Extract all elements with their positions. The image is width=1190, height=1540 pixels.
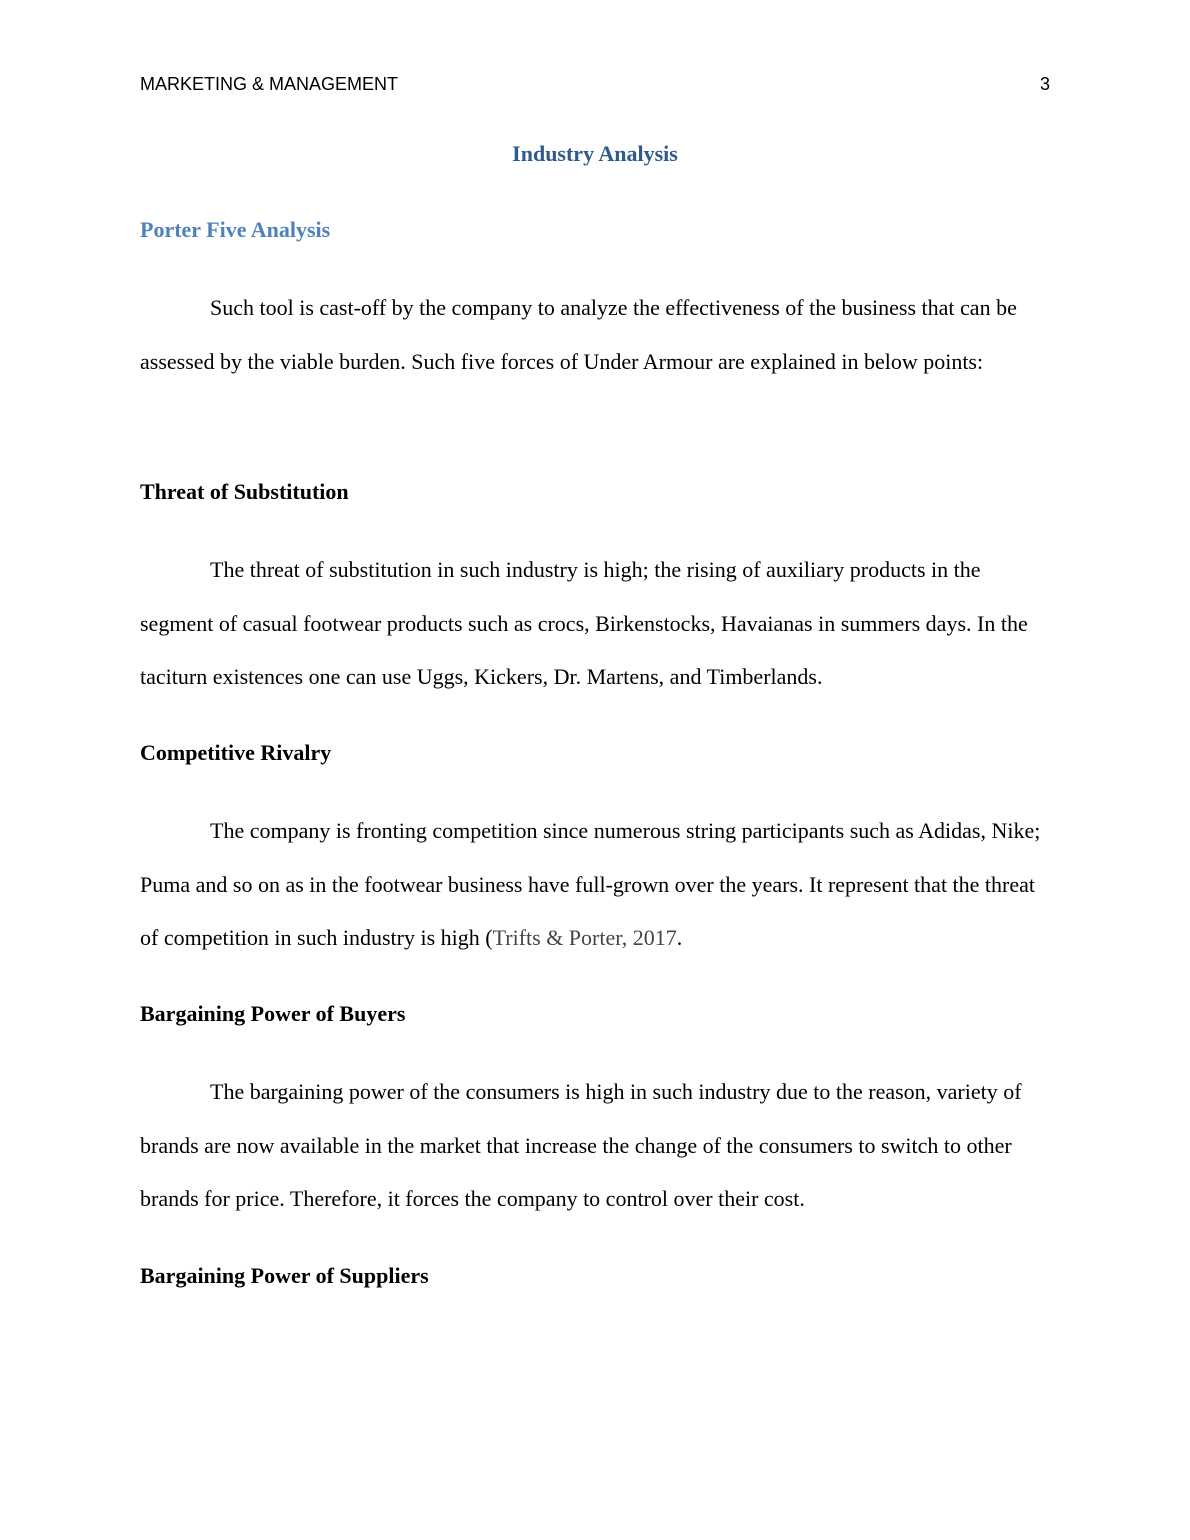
rivalry-text: The company is fronting competition since numerous string participants such as Adidas, Nike; Puma and so on as in the footwear business have full-grown over the years. It represent that the threat of competition in such industry is high ( bbox=[140, 818, 1041, 951]
rivalry-text-end: . bbox=[676, 925, 683, 951]
running-head: MARKETING & MANAGEMENT bbox=[140, 74, 399, 94]
page-header bbox=[140, 72, 1050, 96]
heading-bargaining-power-suppliers: Bargaining Power of Suppliers bbox=[140, 1263, 429, 1288]
paragraph-competitive-rivalry bbox=[140, 804, 1050, 965]
intro-paragraph: Such tool is cast-off by the company to analyze the effectiveness of the business that can be assessed by the viable burden. Such five forces of Under Armour are explained in below points: bbox=[140, 295, 1017, 374]
heading-bargaining-power-buyers: Bargaining Power of Buyers bbox=[140, 1001, 406, 1026]
paragraph-bargaining-power-buyers: The bargaining power of the consumers is high in such industry due to the reason, variety of brands are now available in the market that increase the change of the consumers to switch to other brands for price. Therefore, it forces the company to control over their cost. bbox=[140, 1079, 1022, 1212]
heading-threat-of-substitution: Threat of Substitution bbox=[140, 479, 349, 504]
page-number: 3 bbox=[1039, 74, 1050, 94]
section-subtitle: Porter Five Analysis bbox=[140, 217, 331, 242]
paragraph-threat-of-substitution: The threat of substitution in such industry is high; the rising of auxiliary products in the segment of casual footwear products such as crocs, Birkenstocks, Havaianas in summers days. In the taciturn existences one can use Uggs, Kickers, Dr. Martens, and Timberlands. bbox=[140, 557, 1028, 690]
citation: Trifts & Porter, 2017 bbox=[492, 925, 677, 951]
heading-competitive-rivalry: Competitive Rivalry bbox=[140, 740, 332, 765]
page-title: Industry Analysis bbox=[512, 141, 678, 166]
